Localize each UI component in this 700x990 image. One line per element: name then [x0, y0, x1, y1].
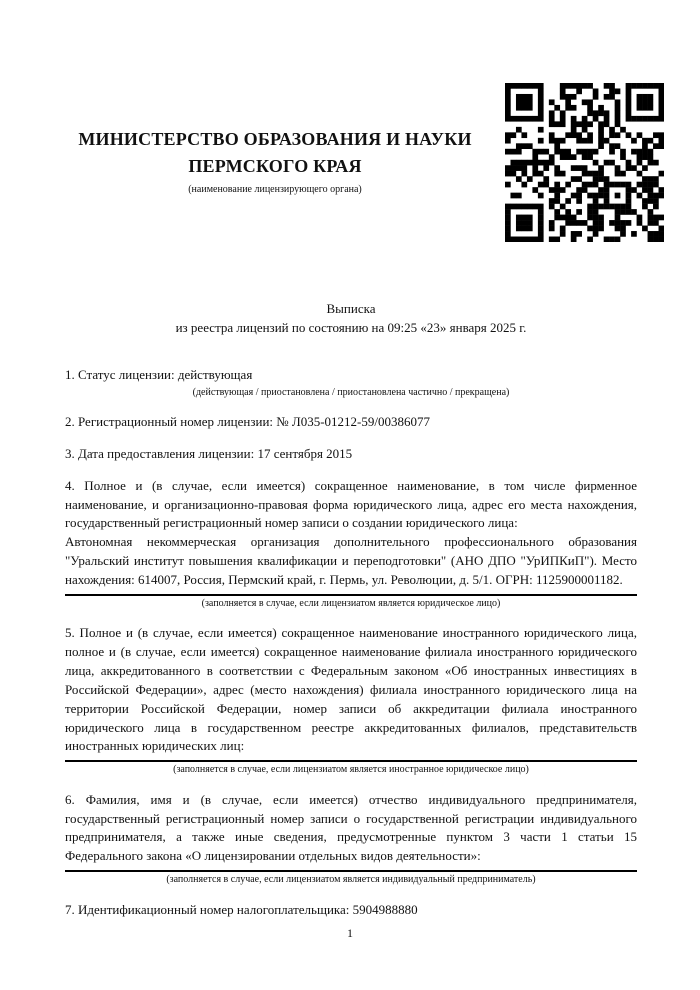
- ministry-name-line1: МИНИСТЕРСТВО ОБРАЗОВАНИЯ И НАУКИ: [78, 129, 472, 149]
- licensing-authority-block: [40, 126, 510, 195]
- license-item-regnumber: [65, 413, 637, 432]
- entrepreneur-note: (заполняется в случае, если лицензиатом является индивидуальный предприниматель): [166, 874, 536, 886]
- license-status-note: (действующая / приостановлена / приостановлена частично / прекращена): [192, 386, 510, 398]
- ministry-caption: (наименование лицензирующего органа): [188, 184, 362, 195]
- license-regnumber-text: 2. Регистрационный номер лицензии: № Л035-01212-59/00386077: [65, 414, 431, 430]
- document-title-line1: Выписка: [326, 301, 376, 316]
- license-item-status: [65, 366, 637, 400]
- license-item-legal-entity: [65, 477, 637, 612]
- legal-entity-label: 4. Полное и (в случае, если имеется) сокращенное наименование, в том числе фирменное наименование, и организационно-правовая форма юридического лица, адрес его места нахождения, государственный регистрационный номер записи о создании юридического лица:: [65, 477, 637, 531]
- license-item-inn: [65, 901, 637, 920]
- ministry-name-line2: ПЕРМСКОГО КРАЯ: [188, 156, 362, 176]
- foreign-entity-note: (заполняется в случае, если лицензиатом является иностранное юридическое лицо): [173, 764, 529, 776]
- legal-entity-note: (заполняется в случае, если лицензиатом является юридическое лицо): [201, 597, 501, 609]
- license-item-grantdate: [65, 445, 637, 464]
- license-status-text: 1. Статус лицензии: действующая: [65, 366, 253, 382]
- legal-entity-value: Автономная некоммерческая организация дополнительного профессионального образования "Уральский институт повышения квалификации и переподготовки" (АНО ДПО "УрИПКиП"). Место нахождения: 614007, Россия, Пермский край, г. Пермь, ул. Революции, д. 5/1. ОГРН: 1125900001182.: [65, 534, 637, 587]
- foreign-entity-label: 5. Полное и (в случае, если имеется) сокращенное наименование иностранного юридического лица, полное и (в случае, если имеется) сокращенное наименование филиала иностранного юридического лица, аккредитованного в соответствии с Федеральным законом «Об иностранных инвестициях в Российской Федерации», адрес (место нахождения) филиала иностранного юридического лица на территории Российской Федерации, номер записи об аккредитации филиала иностранного юридического лица в государственном реестре аккредитованных филиалов, представительств иностранных юридических лиц:: [65, 625, 637, 754]
- entrepreneur-label: 6. Фамилия, имя и (в случае, если имеется) отчество индивидуального предпринимателя, государственный регистрационный номер записи о государственной регистрации индивидуального предпринимателя, а также иные сведения, предусмотренные пунктом 3 части 1 статьи 15 Федерального закона «О лицензировании отдельных видов деятельности»:: [65, 791, 637, 864]
- inn-text: 7. Идентификационный номер налогоплательщика: 5904988880: [65, 901, 418, 917]
- ministry-name: [40, 126, 510, 180]
- document-body: [65, 300, 637, 932]
- fill-line: [65, 870, 637, 872]
- license-item-entrepreneur: [65, 791, 637, 888]
- license-grantdate-text: 3. Дата предоставления лицензии: 17 сентября 2015: [65, 445, 353, 461]
- qr-code-icon: [505, 83, 664, 242]
- document-title-line2: из реестра лицензий по состоянию на 09:25 «23» января 2025 г.: [175, 319, 527, 335]
- document-title: [65, 300, 637, 338]
- fill-line: [65, 760, 637, 762]
- page-number: 1: [347, 926, 353, 940]
- fill-line: [65, 594, 637, 596]
- license-item-foreign-entity: [65, 624, 637, 777]
